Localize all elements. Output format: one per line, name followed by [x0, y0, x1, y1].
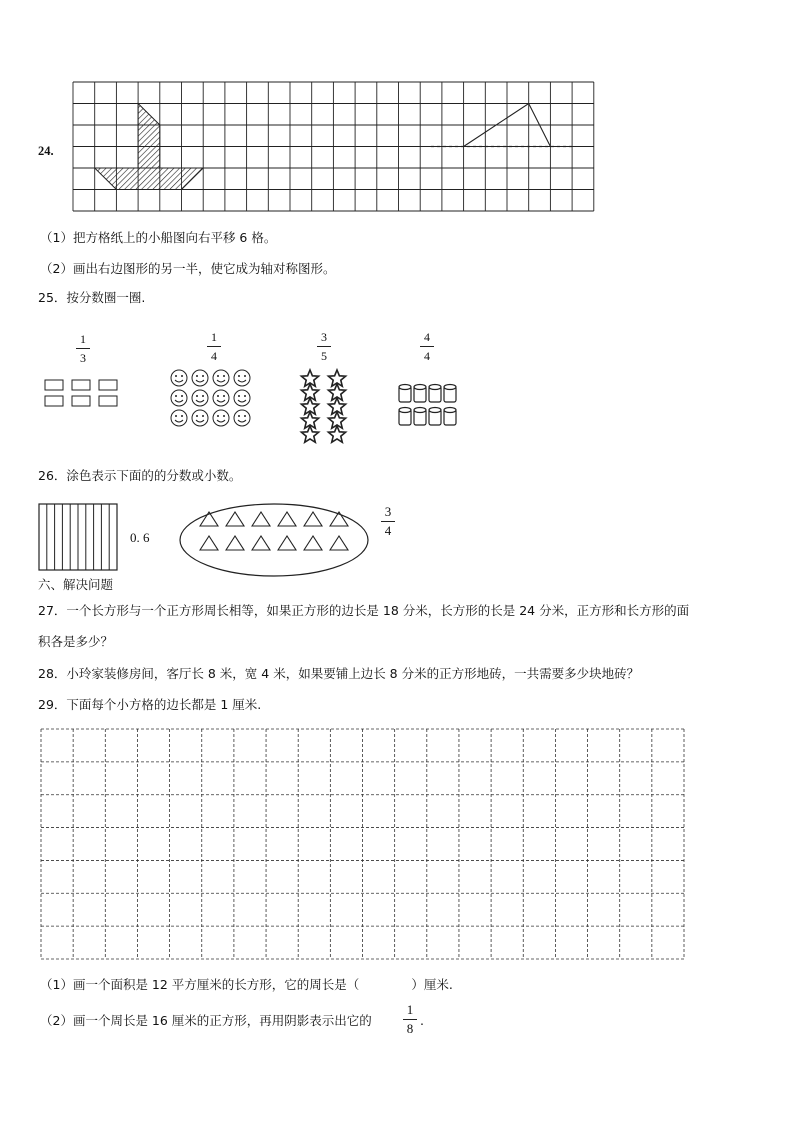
rectangle-item [72, 380, 90, 390]
triangle-item [226, 512, 244, 526]
smiley-item [234, 410, 250, 426]
cylinder-item [414, 408, 426, 426]
smiley-item [234, 390, 250, 406]
q29-part-1 [40, 977, 453, 993]
q29-part-2-suffix: . [420, 1013, 424, 1028]
smiley-item [171, 410, 187, 426]
numerator: 3 [384, 504, 392, 519]
q29-part-1-suffix: ）厘米. [411, 977, 453, 992]
oval [180, 504, 368, 576]
q25-stars-group [297, 370, 353, 444]
rectangle-item [45, 380, 63, 390]
smiley-item [213, 410, 229, 426]
numerator: 1 [80, 332, 86, 346]
section-title: 六、解决问题 [38, 577, 114, 592]
triangle-item [252, 536, 270, 550]
q25-fraction-4 [417, 330, 437, 363]
numerator: 1 [406, 1002, 414, 1017]
rectangle-item [99, 380, 117, 390]
triangle-item [304, 512, 322, 526]
smiley-item [171, 390, 187, 406]
q26-decimal: 0. 6 [130, 530, 150, 545]
q29-part-2 [40, 1013, 372, 1029]
q25-title: 25．按分数圈一圈. [38, 290, 146, 305]
q26-title: 26．涂色表示下面的的分数或小数。 [38, 468, 242, 483]
q26-fraction [378, 505, 398, 538]
rectangle-item [45, 396, 63, 406]
smiley-item [234, 370, 250, 386]
denominator: 4 [384, 523, 392, 538]
denominator: 8 [406, 1021, 414, 1036]
q29-part-2-fraction [400, 1003, 420, 1036]
boat-sail [138, 104, 160, 169]
boat-hull [95, 168, 204, 190]
triangle-item [304, 536, 322, 550]
triangle-item [200, 536, 218, 550]
cylinder-item [429, 408, 441, 426]
denominator: 5 [321, 349, 327, 363]
cylinder-item [444, 408, 456, 426]
denominator: 4 [424, 349, 430, 363]
triangle-item [226, 536, 244, 550]
rectangle-item [99, 396, 117, 406]
denominator: 4 [211, 349, 217, 363]
numerator: 3 [321, 330, 327, 344]
smiley-item [192, 410, 208, 426]
numerator: 1 [211, 330, 217, 344]
smiley-item [192, 390, 208, 406]
q27-line-2: 积各是多少？ [38, 634, 114, 649]
q29-title: 29．下面每个小方格的边长都是 1 厘米. [38, 697, 262, 712]
q24-number: 24. [38, 144, 54, 158]
q24-grid[interactable] [73, 82, 593, 217]
smiley-item [213, 390, 229, 406]
q26-triangle-oval[interactable] [178, 502, 370, 578]
triangle-item [252, 512, 270, 526]
q25-fraction-3 [314, 330, 334, 363]
triangle-item [278, 536, 296, 550]
q25-smileys-group [169, 368, 253, 428]
triangle-item [330, 536, 348, 550]
q29-part-2-prefix: （2）画一个周长是 16 厘米的正方形，再用阴影表示出它的 [40, 1013, 372, 1028]
smiley-item [213, 370, 229, 386]
q25-rectangles-group [43, 378, 123, 410]
cylinder-item [444, 385, 456, 403]
denominator: 3 [80, 351, 86, 365]
q25-fraction-2 [204, 330, 224, 363]
smiley-item [171, 370, 187, 386]
cylinder-item [429, 385, 441, 403]
q26-strip-rectangle[interactable] [38, 503, 118, 571]
rectangle-item [72, 396, 90, 406]
cylinder-item [399, 385, 411, 403]
q28-text: 28．小玲家装修房间，客厅长 8 米，宽 4 米，如果要铺上边长 8 分米的正方形地砖，一共需要多少块地砖？ [38, 666, 640, 681]
numerator: 4 [424, 330, 430, 344]
q27-line-1: 27．一个长方形与一个正方形周长相等，如果正方形的边长是 18 分米，长方形的长是 24 分米，正方形和长方形的面 [38, 603, 690, 618]
cylinder-item [414, 385, 426, 403]
cylinder-item [399, 408, 411, 426]
q29-part-1-prefix: （1）画一个面积是 12 平方厘米的长方形，它的周长是（ [40, 977, 360, 992]
q25-cylinders-group [397, 382, 461, 432]
smiley-item [192, 370, 208, 386]
triangle-item [278, 512, 296, 526]
q24-instruction-2: （2）画出右边图形的另一半，使它成为轴对称图形。 [40, 261, 336, 276]
q29-dashed-grid[interactable] [40, 728, 685, 960]
q25-fraction-1 [73, 332, 93, 365]
q24-instruction-1: （1）把方格纸上的小船图向右平移 6 格。 [40, 230, 277, 245]
